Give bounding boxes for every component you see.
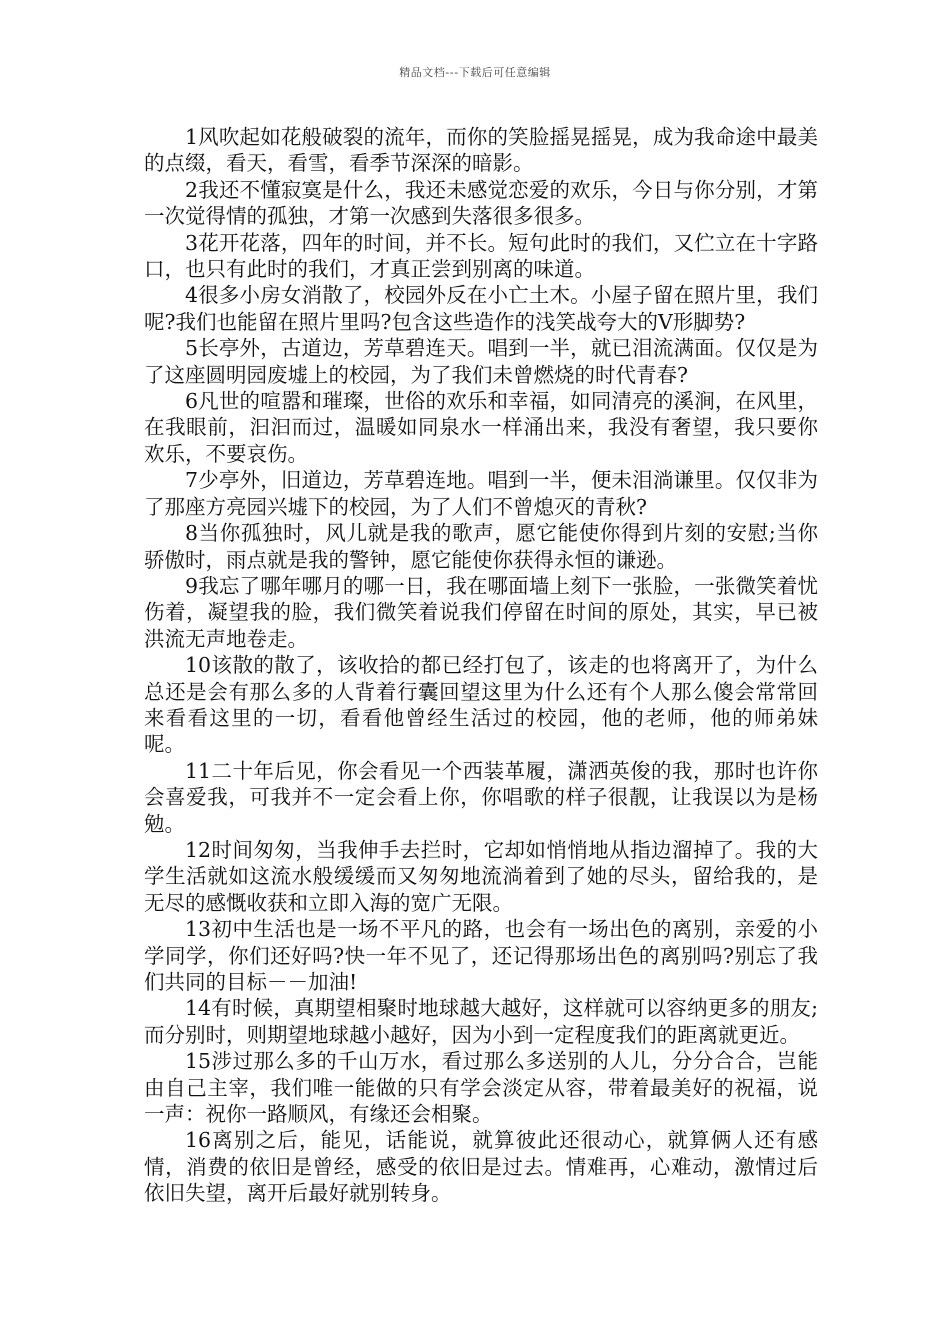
document-body xyxy=(144,124,818,1207)
paragraph-10: 10该散的散了，该收拾的都已经打包了，该走的也将离开了，为什么总还是会有那么多的人背着行囊回望这里为什么还有个人那么傻会常常回来看看这里的一切，看看他曾经生活过的校园，他的老师，他的师弟妹呢。 xyxy=(144,653,818,757)
paragraph-1: 1风吹起如花般破裂的流年，而你的笑脸摇晃摇晃，成为我命途中最美的点缀，看天，看雪，看季节深深的暗影。 xyxy=(144,125,818,176)
paragraph-7: 7少亭外，旧道边，芳草碧连地。唱到一半，便未泪淌谦里。仅仅非为了那座方亮园兴墟下的校园，为了人们不曾熄灭的青秋? xyxy=(144,468,818,519)
paragraph-8: 8当你孤独时，风儿就是我的歌声，愿它能使你得到片刻的安慰;当你骄傲时，雨点就是我的警钟，愿它能使你获得永恒的谦逊。 xyxy=(144,521,818,572)
paragraph-16: 16离别之后，能见，话能说，就算彼此还很动心，就算俩人还有感情，消费的依旧是曾经，感受的依旧是过去。情难再，心难动，激情过后依旧失望，离开后最好就别转身。 xyxy=(144,1128,818,1206)
page-header: 精品文档---下载后可任意编辑 xyxy=(399,66,551,79)
paragraph-11: 11二十年后见，你会看见一个西装革履，潇洒英俊的我，那时也许你会喜爱我，可我并不一定会看上你，你唱歌的样子很靓，让我误以为是杨勉。 xyxy=(144,758,818,836)
paragraph-15: 15涉过那么多的千山万水，看过那么多送别的人儿，分分合合，岂能由自己主宰，我们唯一能做的只有学会淡定从容，带着最美好的祝福，说一声：祝你一路顺风，有缘还会相聚。 xyxy=(144,1049,818,1127)
paragraph-13: 13初中生活也是一场不平凡的路，也会有一场出色的离别，亲爱的小学同学，你们还好吗?快一年不见了，还记得那场出色的离别吗?别忘了我们共同的目标－－加油! xyxy=(144,917,818,994)
paragraph-9: 9我忘了哪年哪月的哪一日，我在哪面墙上刻下一张脸，一张微笑着忧伤着，凝望我的脸，我们微笑着说我们停留在时间的原处，其实，早已被洪流无声地卷走。 xyxy=(144,573,818,651)
paragraph-14: 14有时候，真期望相聚时地球越大越好，这样就可以容纳更多的朋友;而分别时，则期望地球越小越好，因为小到一定程度我们的距离就更近。 xyxy=(144,996,818,1047)
paragraph-4: 4很多小房女消散了，校园外反在小亡土木。小屋子留在照片里，我们呢?我们也能留在照片里吗?包含这些造作的浅笑战夸大的V形脚势? xyxy=(144,283,818,334)
paragraph-3: 3花开花落，四年的时间，并不长。短句此时的我们，又伫立在十字路口，也只有此时的我们，才真正尝到别离的味道。 xyxy=(144,230,818,282)
paragraph-12: 12时间匆匆，当我伸手去拦时，它却如悄悄地从指边溜掉了。我的大学生活就如这流水般缓缓而又匆匆地流淌着到了她的尽头，留给我的，是无尽的感慨收获和立即入海的宽广无限。 xyxy=(144,837,818,915)
paragraph-6: 6凡世的喧嚣和璀璨，世俗的欢乐和幸福，如同清亮的溪涧，在风里，在我眼前，汩汩而过，温暖如同泉水一样涌出来，我没有奢望，我只要你欢乐，不要哀伤。 xyxy=(144,389,818,466)
paragraph-2: 2我还不懂寂寞是什么，我还未感觉恋爱的欢乐，今日与你分别，才第一次觉得情的孤独，才第一次感到失落很多很多。 xyxy=(144,177,818,229)
paragraph-5: 5长亭外，古道边，芳草碧连天。唱到一半，就已泪流满面。仅仅是为了这座圆明园废墟上的校园，为了我们未曾燃烧的时代青春? xyxy=(144,336,818,387)
